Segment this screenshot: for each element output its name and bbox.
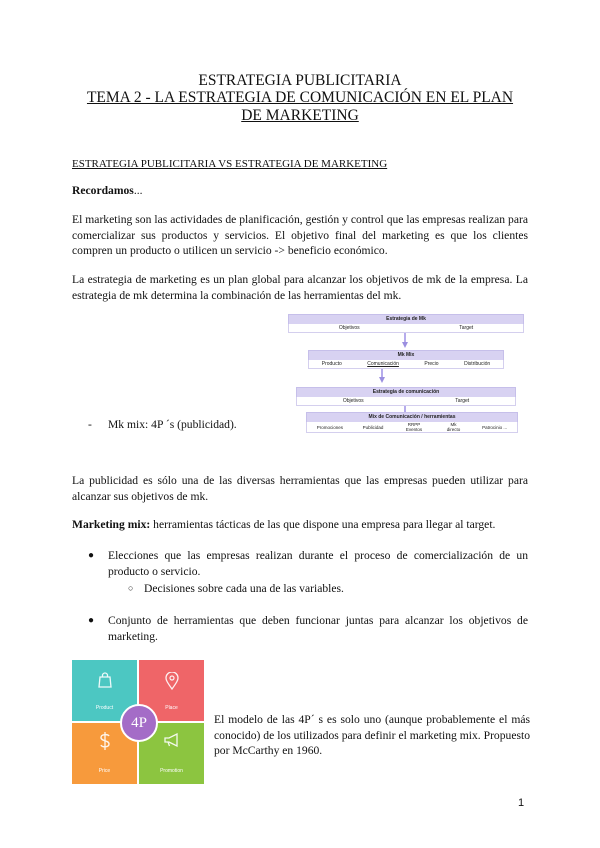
diagram-box4-item: Publicidad bbox=[362, 424, 384, 430]
diagram-box2-title: Mk Mix bbox=[308, 350, 504, 361]
bullet-icon: ● bbox=[88, 550, 95, 561]
map-pin-icon bbox=[163, 672, 181, 693]
diagram-box1-title: Estrategia de Mk bbox=[288, 314, 524, 325]
diagram-box3-title: Estrategia de comunicación bbox=[296, 387, 516, 398]
four-p-graphic bbox=[72, 660, 204, 784]
doc-subtitle-line2: DE MARKETING bbox=[241, 107, 359, 124]
page-number: 1 bbox=[518, 797, 525, 809]
dollar-icon bbox=[96, 731, 114, 754]
megaphone-icon bbox=[163, 733, 181, 750]
diagram-box2-item: Precio bbox=[424, 361, 439, 367]
recordamos-bold: Recordamos bbox=[72, 184, 134, 197]
paragraph-publicidad: La publicidad es sólo una de las diversas herramientas que las empresas pueden utilizar para alcanzar sus objetivos de mk. bbox=[72, 474, 528, 503]
diagram-box2-item: Producto bbox=[321, 361, 342, 367]
doc-title: ESTRATEGIA PUBLICITARIA bbox=[198, 72, 402, 89]
marketing-mix-definition: herramientas tácticas de las que dispone una empresa para llegar al target. bbox=[150, 518, 496, 531]
recordamos-heading bbox=[72, 183, 528, 199]
quadrant-label: Product bbox=[95, 705, 114, 711]
arrow-down-icon bbox=[379, 377, 385, 383]
quadrant-label: Price bbox=[98, 768, 111, 774]
doc-subtitle-line1: TEMA 2 - LA ESTRATEGIA DE COMUNICACIÓN EN EL PLAN bbox=[86, 89, 514, 106]
diagram-box3-item: Objetivos bbox=[342, 398, 364, 404]
paragraph-marketing-mix bbox=[72, 517, 528, 533]
shopping-bag-icon bbox=[96, 672, 114, 691]
bullet-icon: ● bbox=[88, 615, 95, 626]
sub-bullet-decisiones: Decisiones sobre cada una de las variables. bbox=[144, 582, 344, 595]
marketing-mix-term: Marketing mix: bbox=[72, 518, 151, 531]
diagram-box3-item: Target bbox=[455, 398, 470, 404]
recordamos-ellipsis: ... bbox=[133, 184, 143, 197]
dash-item-text: Mk mix: 4P ´s (publicidad). bbox=[108, 418, 237, 431]
quadrant-label: Promotion bbox=[160, 768, 183, 774]
bullet-item-elecciones: Elecciones que las empresas realizan durante el proceso de comercialización de un producto o servicio. bbox=[108, 549, 528, 578]
bullet-item-conjunto: Conjunto de herramientas que deben funcionar juntas para alcanzar los objetivos de marketing. bbox=[108, 614, 528, 643]
diagram-box1-item: Target bbox=[459, 325, 474, 331]
diagram-box1-item: Objetivos bbox=[338, 325, 360, 331]
paragraph-marketing-strategy: La estrategia de marketing es un plan global para alcanzar los objetivos de mk de la empresa. La estrategia de mk determina la combinación de las herramientas del mk. bbox=[72, 273, 528, 302]
diagram-box2-item: Distribución bbox=[464, 361, 491, 367]
strategy-diagram bbox=[288, 314, 524, 432]
diagram-box4-item: Promociones bbox=[316, 424, 344, 430]
diagram-box4-item: Mk directo bbox=[446, 422, 461, 432]
circle-bullet-icon: ○ bbox=[128, 583, 134, 593]
diagram-box1-row bbox=[288, 324, 524, 333]
quadrant-label: Place bbox=[165, 705, 178, 711]
diagram-box2-item: Comunicación bbox=[367, 361, 399, 367]
arrow-down-icon bbox=[402, 342, 408, 348]
diagram-box3-row bbox=[296, 397, 516, 406]
dash-marker: - bbox=[88, 418, 92, 431]
diagram-box2-row bbox=[308, 360, 504, 369]
paragraph-marketing-definition: El marketing son las actividades de planificación, gestión y control que las empresas realizan para comercializar sus productos y servicios. El objetivo final del marketing es que los clientes compren un producto o utilicen un servicio -> beneficio económico. bbox=[72, 213, 528, 257]
diagram-box4-row bbox=[306, 422, 518, 433]
four-p-caption: El modelo de las 4P´ s es solo uno (aunque probablemente el más conocido) de los utilizados para definir el marketing mix. Propuesto por McCarthy en 1960. bbox=[214, 713, 530, 757]
four-p-center-badge: 4P bbox=[120, 704, 158, 742]
diagram-box4-item: Patrocinio ... bbox=[482, 424, 508, 430]
diagram-box4-item: RRPP Eventos bbox=[405, 422, 423, 432]
section-heading: ESTRATEGIA PUBLICITARIA VS ESTRATEGIA DE MARKETING bbox=[72, 158, 388, 170]
diagram-box4-title: Mix de Comunicación / herramientas bbox=[306, 412, 518, 423]
